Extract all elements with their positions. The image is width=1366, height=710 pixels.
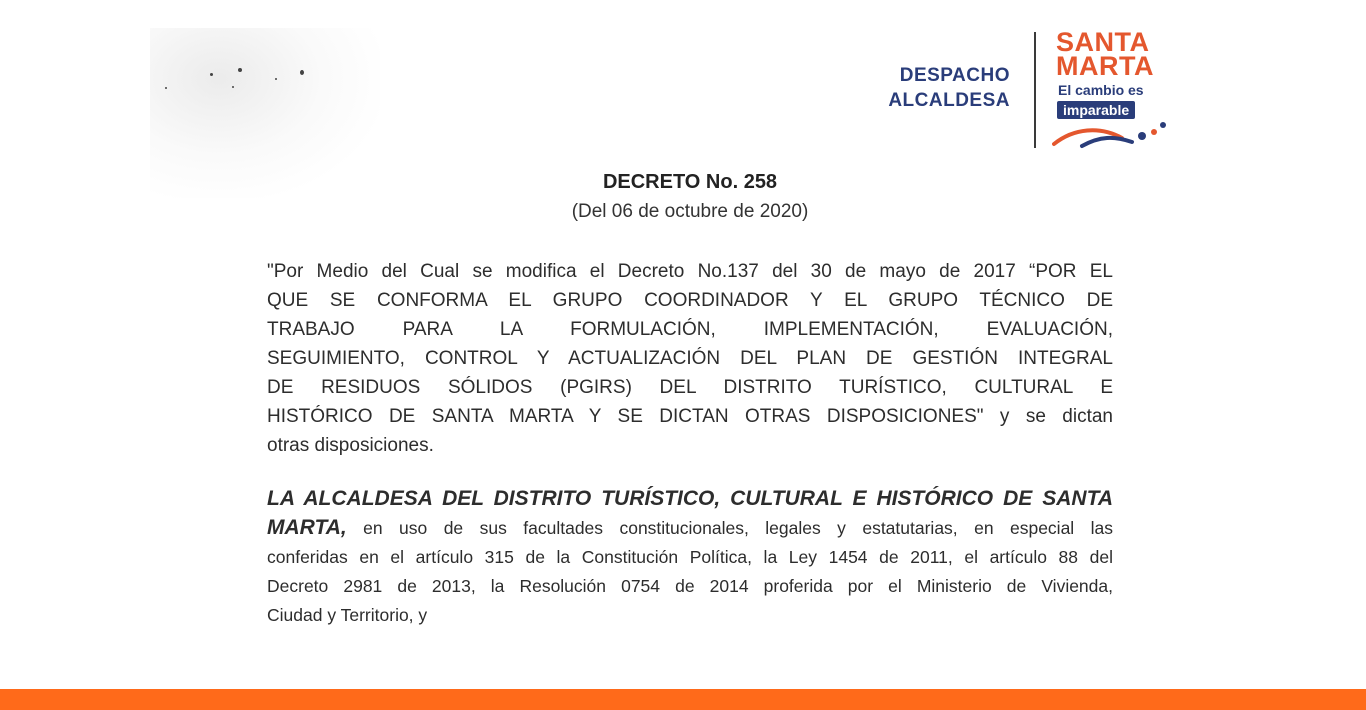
- scan-speck: [300, 70, 304, 75]
- intro-line: TRABAJO PARA LA FORMULACIÓN, IMPLEMENTACIÓN, EVALUACIÓN,: [267, 319, 1113, 340]
- footer-bar: [0, 689, 1366, 710]
- decree-title: DECRETO No. 258: [602, 171, 778, 193]
- logo-tagline-1: El cambio es: [1058, 82, 1144, 98]
- authority-heading-end: MARTA,: [267, 516, 347, 539]
- office-line-2: ALCALDESA: [888, 90, 1010, 111]
- scan-speck: [275, 78, 277, 80]
- logo-line-1: SANTA: [1056, 27, 1150, 57]
- scan-speck: [165, 87, 167, 89]
- decree-date: (Del 06 de octubre de 2020): [571, 201, 809, 222]
- logo-tagline-2: imparable: [1057, 101, 1135, 119]
- office-name: [862, 63, 1010, 113]
- office-line-1: DESPACHO: [899, 65, 1010, 86]
- scan-speck: [210, 73, 213, 76]
- authority-paragraph: [267, 484, 1113, 630]
- logo-line-2: MARTA: [1056, 51, 1154, 81]
- logo-divider: [1034, 32, 1036, 148]
- intro-line: otras disposiciones.: [267, 435, 434, 456]
- intro-line: SEGUIMIENTO, CONTROL Y ACTUALIZACIÓN DEL PLAN DE GESTIÓN INTEGRAL: [267, 348, 1113, 369]
- intro-line: DE RESIDUOS SÓLIDOS (PGIRS) DEL DISTRITO TURÍSTICO, CULTURAL E: [267, 377, 1113, 398]
- scan-speck: [238, 68, 242, 72]
- intro-line: QUE SE CONFORMA EL GRUPO COORDINADOR Y EL GRUPO TÉCNICO DE: [267, 290, 1113, 311]
- authority-line: Decreto 2981 de 2013, la Resolución 0754 de 2014 proferida por el Ministerio de Vivienda,: [267, 576, 1113, 596]
- scan-speck: [232, 86, 234, 88]
- city-logo-wordmark: [1056, 27, 1168, 81]
- authority-heading: LA ALCALDESA DEL DISTRITO TURÍSTICO, CULTURAL E HISTÓRICO DE SANTA: [267, 487, 1113, 510]
- logo-swoosh-icon: [1052, 118, 1172, 152]
- decree-intro-paragraph: [267, 257, 1113, 460]
- authority-line-text: en uso de sus facultades constitucionales, legales y estatutarias, en especial las: [363, 518, 1113, 538]
- authority-line: [267, 513, 1113, 543]
- intro-line: HISTÓRICO DE SANTA MARTA Y SE DICTAN OTRAS DISPOSICIONES" y se dictan: [267, 406, 1113, 427]
- intro-line: "Por Medio del Cual se modifica el Decreto No.137 del 30 de mayo de 2017 “POR EL: [267, 261, 1113, 282]
- authority-line: conferidas en el artículo 315 de la Constitución Política, la Ley 1454 de 2011, el artículo 88 del: [267, 547, 1113, 567]
- authority-line: Ciudad y Territorio, y: [267, 605, 428, 625]
